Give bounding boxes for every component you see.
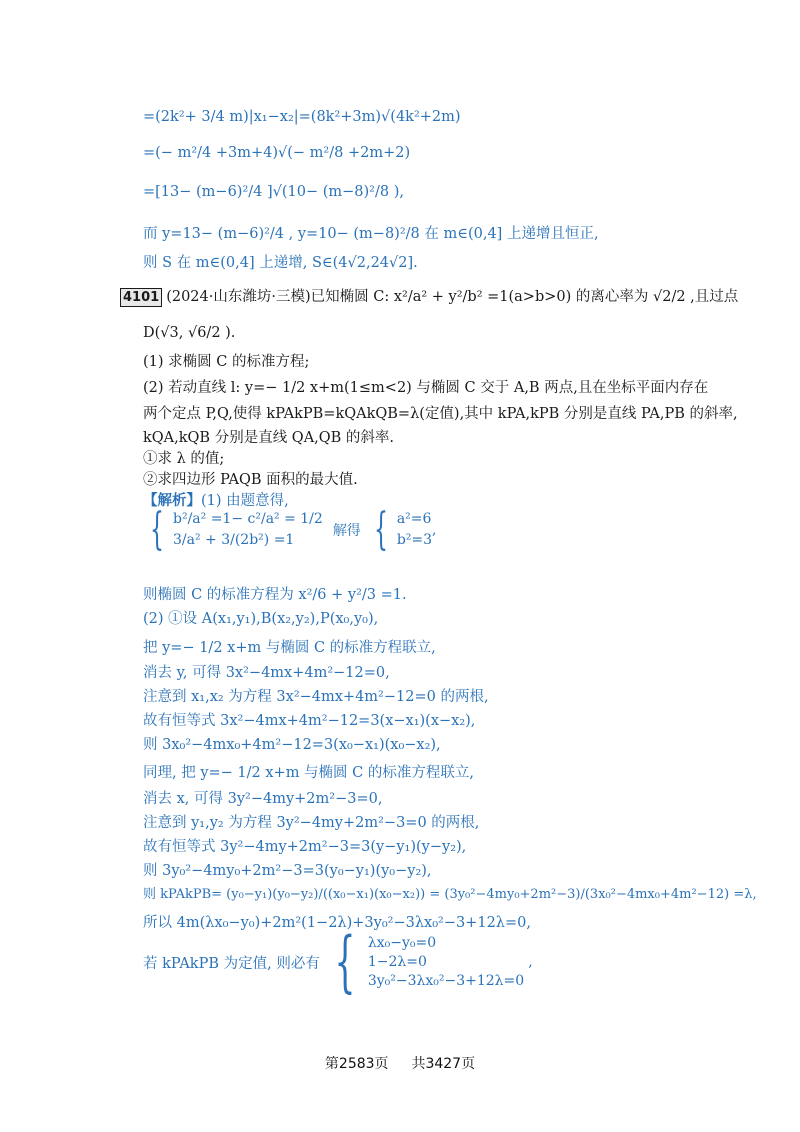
brace-symbol: { [334,923,356,1000]
solution-step-15: 所以 4m(λx₀−y₀)+2m²(1−2λ)+3y₀²−3λx₀²−3+12λ=0, [143,915,531,931]
solution-step-16: 若 kPAkPB 为定值, 则必有 [143,955,320,972]
solution-step-9: 同理, 把 y=− 1/2 x+m 与椭圆 C 的标准方程联立, [143,765,474,781]
continuation-line-5: 则 S 在 m∈(0,4] 上递增, S∈(4√2,24√2]. [143,255,418,271]
solution-step-6: 注意到 x₁,x₂ 为方程 3x²−4mx+4m²−12=0 的两根, [143,689,489,705]
continuation-line-3: =[13− (m−6)²/4 ]√(10− (m−8)²/8 ), [143,184,404,200]
page-footer [0,1053,800,1073]
system-2-comma: , [432,522,437,538]
solution-step-3: (2) ①设 A(x₁,y₁),B(x₂,y₂),P(x₀,y₀), [143,611,379,627]
solution-step-10: 消去 x, 可得 3y²−4my+2m²−3=0, [143,791,383,807]
question-2-c: kQA,kQB 分别是直线 QA,QB 的斜率. [143,430,395,446]
solution-step-2: 则椭圆 C 的标准方程为 x²/6 + y²/3 =1. [143,587,407,603]
solution-step-5: 消去 y, 可得 3x²−4mx+4m²−12=0, [143,665,390,681]
question-2-b: 两个定点 P,Q,使得 kPAkPB=kQAkQB=λ(定值),其中 kPA,kPB 分别是直线 PA,PB 的斜率, [143,406,738,422]
system-2-eq-a: a²=6 [396,511,432,527]
solution-step-11: 注意到 y₁,y₂ 为方程 3y²−4my+2m²−3=0 的两根, [143,815,480,831]
system-1 [143,504,437,555]
problem-number: 4101 [120,288,162,307]
solution-step-12: 故有恒等式 3y²−4my+2m²−3=3(y−y₁)(y−y₂), [143,839,467,855]
solution-step-4: 把 y=− 1/2 x+m 与椭圆 C 的标准方程联立, [143,640,436,656]
brace-symbol: { [373,504,388,555]
continuation-line-2: =(− m²/4 +3m+4)√(− m²/8 +2m+2) [143,145,411,161]
system-3-comma: , [528,954,533,970]
solution-step-7: 故有恒等式 3x²−4mx+4m²−12=3(x−x₁)(x−x₂), [143,713,476,729]
brace-symbol: { [150,504,164,555]
problem-stem-a: 已知椭圆 C: x²/a² + y²/b² =1(a>b>0) 的离心率为 √2/2 ,且过点 [310,289,739,305]
question-2-a: (2) 若动直线 l: y=− 1/2 x+m(1≤m<2) 与椭圆 C 交于 A,B 两点,且在坐标平面内存在 [143,380,709,396]
problem-stem-b: D(√3, √6/2 ). [143,325,236,341]
continuation-line-4: 而 y=13− (m−6)²/4 , y=10− (m−8)²/8 在 m∈(0,4] 上递增且恒正, [143,226,599,242]
page-total: 共3427页 [411,1056,476,1072]
system-3-eq-b: 1−2λ=0 [367,953,427,970]
question-2-ii: ②求四边形 PAQB 面积的最大值. [143,472,358,488]
continuation-line-1: =(2k²+ 3/4 m)|x₁−x₂|=(8k²+3m)√(4k²+2m) [143,109,461,125]
question-2-i: ①求 λ 的值; [143,451,225,467]
page-number: 第2583页 [324,1056,389,1072]
system-3-eq-c: 3y₀²−3λx₀²−3+12λ=0 [367,972,525,989]
solve-word: 解得 [332,523,361,539]
system-2-eq-b: b²=3 [396,532,433,548]
solution-label: 【解析】 [143,492,201,509]
solution-step-8: 则 3x₀²−4mx₀+4m²−12=3(x₀−x₁)(x₀−x₂), [143,737,441,753]
system-3-eq-a: λx₀−y₀=0 [367,934,437,951]
problem-source: (2024·山东潍坊·三模) [166,289,311,305]
system-1-eq-a: b²/a² =1− c²/a² = 1/2 [173,511,323,527]
system-1-eq-b: 3/a² + 3/(2b²) =1 [173,532,295,548]
problem-header [120,287,738,307]
solution-step-13: 则 3y₀²−4my₀+2m²−3=3(y₀−y₁)(y₀−y₂), [143,863,432,879]
question-1: (1) 求椭圆 C 的标准方程; [143,354,310,370]
solution-step-1: (1) 由题意得, [201,493,289,509]
solution-step-14: 则 kPAkPB= (y₀−y₁)(y₀−y₂)/((x₀−x₁)(x₀−x₂)) = (3y₀²−4my₀+2m²−3)/(3x₀²−4mx₀+4m²−12) =λ, [143,887,757,902]
